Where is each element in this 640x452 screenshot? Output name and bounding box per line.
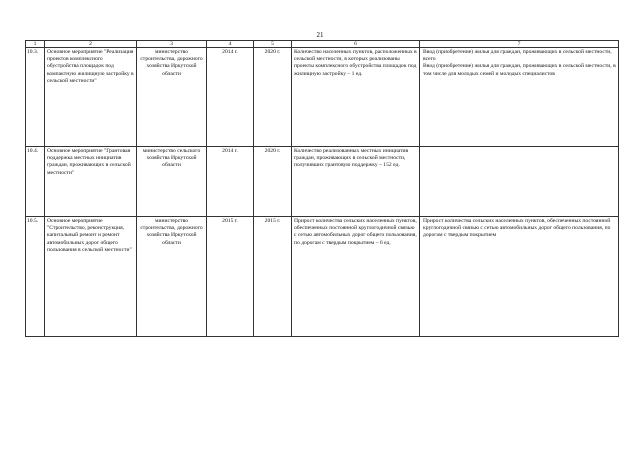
table-row (26, 217, 619, 337)
activity-name: Основное мероприятие "Реализация проектов комплексного обустройства площадок под компактную жилищную застройку в сельской местности" (45, 48, 137, 147)
activity-name: Основное мероприятие "Грантовая поддержка местных инициатив граждан, проживающих в сельской местности" (45, 147, 137, 217)
column-number: 7 (420, 41, 619, 48)
table-row (26, 48, 619, 147)
row-number: 10.3. (26, 48, 45, 147)
page-number: 21 (316, 31, 324, 39)
target-indicators (420, 217, 619, 337)
column-number: 3 (137, 41, 207, 48)
indicator: Ввод (приобретение) жилья для граждан, проживающих в сельской местности, в том числе для молодых семей и молодых специалистов (423, 63, 616, 77)
table-row (26, 147, 619, 217)
executor: министерство сельского хозяйства Иркутской области (137, 147, 207, 217)
column-number: 2 (45, 41, 137, 48)
column-number-row (26, 41, 619, 48)
start-year: 2014 г. (207, 48, 254, 147)
column-number: 5 (254, 41, 292, 48)
activity-name: Основное мероприятие "Строительство, реконструкция, капитальный ремонт и ремонт автомобильных дорог общего пользования в сельской местности" (45, 217, 137, 337)
program-activities-table (25, 40, 619, 337)
indicator: Ввод (приобретение) жилья для граждан, проживающих в сельской местности, всего (423, 49, 612, 63)
executor: министерство строительства, дорожного хозяйства Иркутской области (137, 48, 207, 147)
start-year: 2015 г. (207, 217, 254, 337)
column-number: 4 (207, 41, 254, 48)
end-year: 2015 г. (254, 217, 292, 337)
row-number: 10.4. (26, 147, 45, 217)
target-indicators (420, 48, 619, 147)
indicator: Прирост количества сельских населенных пунктов, обеспеченных постоянной круглогодичной связью с сетью автомобильных дорог общего пользования, по дорогам с твердым покрытием (423, 218, 611, 239)
end-year: 2020 г. (254, 48, 292, 147)
end-year: 2020 г. (254, 147, 292, 217)
executor: министерство строительства, дорожного хозяйства Иркутской области (137, 217, 207, 337)
column-number: 6 (292, 41, 420, 48)
expected-result: Количество населенных пунктов, расположенных в сельской местности, в которых реализованы проекты комплексного обустройства площадок под жилищную застройку – 1 ед. (292, 48, 420, 147)
expected-result: Количество реализованных местных инициатив граждан, проживающих в сельской местности, получивших грантовую поддержку – 152 ед. (292, 147, 420, 217)
column-number: 1 (26, 41, 45, 48)
row-number: 10.5. (26, 217, 45, 337)
target-indicators (420, 147, 619, 217)
expected-result: Прирост количества сельских населенных пунктов, обеспеченных постоянной круглогодичной связью с сетью автомобильных дорог общего пользования, по дорогам с твердым покрытием – 6 ед. (292, 217, 420, 337)
start-year: 2014 г. (207, 147, 254, 217)
